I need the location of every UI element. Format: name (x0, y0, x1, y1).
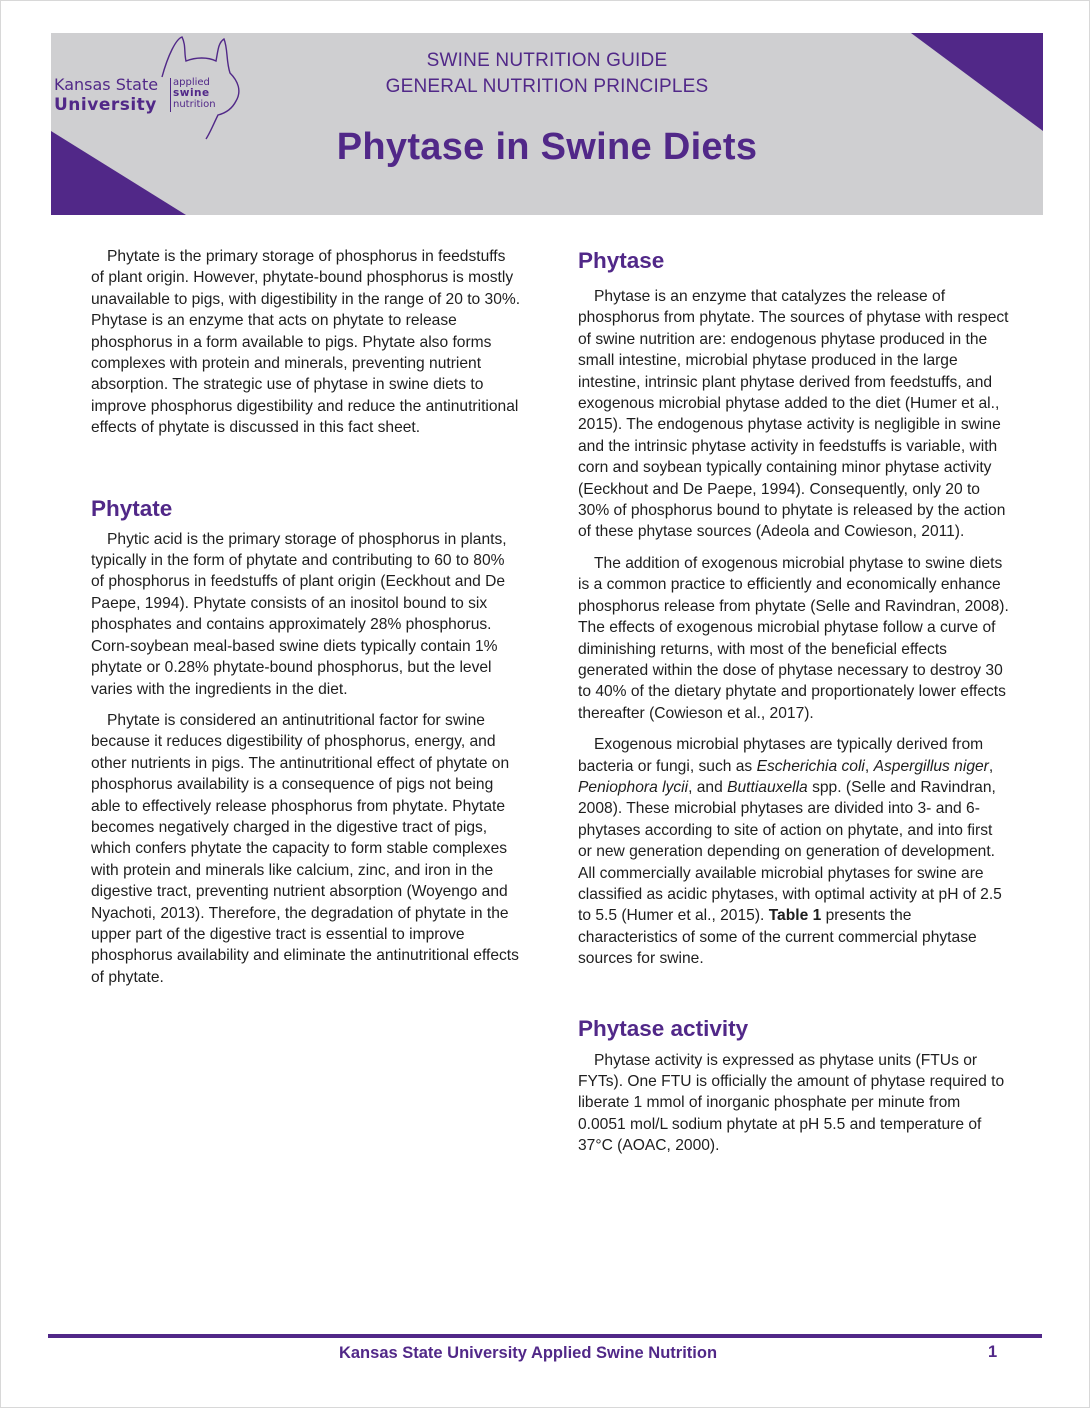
p3-text-d: , and (688, 778, 728, 796)
phytase-paragraph-1: Phytase is an enzyme that catalyzes the release of phosphorus from phytate. The sources of phytase with respect of swine nutrition are: endogenous phytase produced in the small intestine, microbial phytase produced in the large intestine, intrinsic plant phytase derived from feedstuffs, and exogenous microbial phytase added to the diet (Humer et al., 2015). The endogenous phytase activity is negligible in swine and the intrinsic phytase activity in feedstuffs is variable, with corn and soybean typically containing minor phytase activity (Eeckhout and De Paepe, 1994). Consequently, only 20 to 30% of phosphorus bound to phytate is released by the action of these phytase sources (Adeola and Cowieson, 2011). (578, 288, 1009, 541)
left-column (91, 246, 521, 988)
p3-text-e: spp. (Selle and Ravindran, 2008). These microbial phytases are divided into 3- and 6-phytases according to site of action on phytate, and into first or new generation depending on generation of development. All commercially available microbial phytases for swine are classified as acidic phytases, with optimal activity at pH of 2.5 to 5.5 (Humer et al., 2015). (578, 778, 1002, 925)
footer-text: Kansas State University Applied Swine Nutrition (338, 1344, 718, 1362)
phytate-paragraph-1: Phytic acid is the primary storage of phosphorus in plants, typically in the form of phytate and contributing to 60 to 80% of phosphorus in feedstuffs of plant origin (Eeckhout and De Paepe, 1994). Phytate consists of an inositol bound to six phosphates and contains approximately 28% phosphorus. Corn-soybean meal-based swine diets typically contain 1% phytate or 0.28% phytate-bound phosphorus, but the level varies with the ingredients in the diet. (91, 530, 507, 698)
logo-asn-line-2: swine (173, 87, 210, 99)
table-1-reference: Table 1 (768, 907, 822, 925)
phytase-activity-paragraph: Phytase activity is expressed as phytase units (FTUs or FYTs). One FTU is officially the amount of phytase required to liberate 1 mmol of inorganic phosphate per minute from 0.0051 mol/L sodium phytate at pH 5.5 and temperature of 37°C (AOAC, 2000). (578, 1051, 1005, 1155)
logo-line-2: University (54, 95, 157, 115)
p3-text-c: , (988, 757, 994, 775)
phytase-activity-heading: Phytase activity (578, 1015, 749, 1041)
phytase-paragraph-3 (578, 734, 1010, 969)
species-aspergillus-niger: Aspergillus niger (873, 757, 989, 775)
p3-text-b: , (864, 757, 874, 775)
phytate-heading: Phytate (91, 495, 173, 521)
intro-paragraph: Phytate is the primary storage of phosphorus in feedstuffs of plant origin. However, phytate-bound phosphorus is mostly unavailable to pigs, with digestibility in the range of 20 to 30%. Phytase is an enzyme that acts on phytate to release phosphorus in a form available to pigs. Phytate also forms complexes with protein and minerals, preventing nutrient absorption. The strategic use of phytase in swine diets to improve phosphorus digestibility and reduce the antinutritional effects of phytate is discussed in this fact sheet. (91, 248, 521, 437)
guide-title: SWINE NUTRITION GUIDE (426, 50, 668, 71)
p3-text-a: Exogenous microbial phytases are typically derived from bacteria or fungi, such as (578, 736, 984, 775)
phytate-paragraph-2: Phytate is considered an antinutritional factor for swine because it reduces digestibility of phosphorus, energy, and other nutrients in pigs. The antinutritional effect of phytate on phosphorus availability is a consequence of pigs not being able to effectively release phosphorus from phytate. Phytate becomes negatively charged in the digestive tract of pigs, which confers phytate the capacity to form stable complexes with protein and minerals like calcium, zinc, and iron in the digestive tract, preventing nutrient absorption (Woyengo and Nyachoti, 2013). Therefore, the degradation of phytate in the upper part of the digestive tract is essential to improve phosphorus availability and eliminate the antinutritional effects of phytate. (91, 711, 519, 986)
footer-divider (48, 1334, 1042, 1338)
logo-asn-line-3: nutrition (173, 99, 216, 110)
logo-asn-line-1: applied (173, 77, 210, 88)
phytase-paragraph-2: The addition of exogenous microbial phytase to swine diets is a common practice to efficiently and economically enhance phosphorus release from phytate (Selle and Ravindran, 2008). The effects of exogenous microbial phytase follow a curve of diminishing returns, with most of the beneficial effects generated within the dose of phytase necessary to destroy 30 to 40% of the dietary phytate and proportionately lower effects thereafter (Cowieson et al., 2017). (578, 554, 1009, 722)
species-buttiauxella: Buttiauxella (727, 778, 808, 796)
logo-line-1: Kansas State (54, 75, 159, 94)
species-escherichia-coli: Escherichia coli (756, 757, 865, 775)
page-number: 1 (988, 1343, 998, 1361)
phytase-heading: Phytase (578, 248, 665, 273)
right-column (578, 246, 1010, 1157)
species-peniophora-lycii: Peniophora lycii (578, 778, 689, 796)
page-title: Phytase in Swine Diets (336, 126, 758, 168)
header-banner (51, 33, 1043, 215)
p3-text-f: presents the characteristics of some of the current commercial phytase sources for swine. (578, 907, 977, 968)
guide-subtitle: GENERAL NUTRITION PRINCIPLES (385, 76, 709, 97)
